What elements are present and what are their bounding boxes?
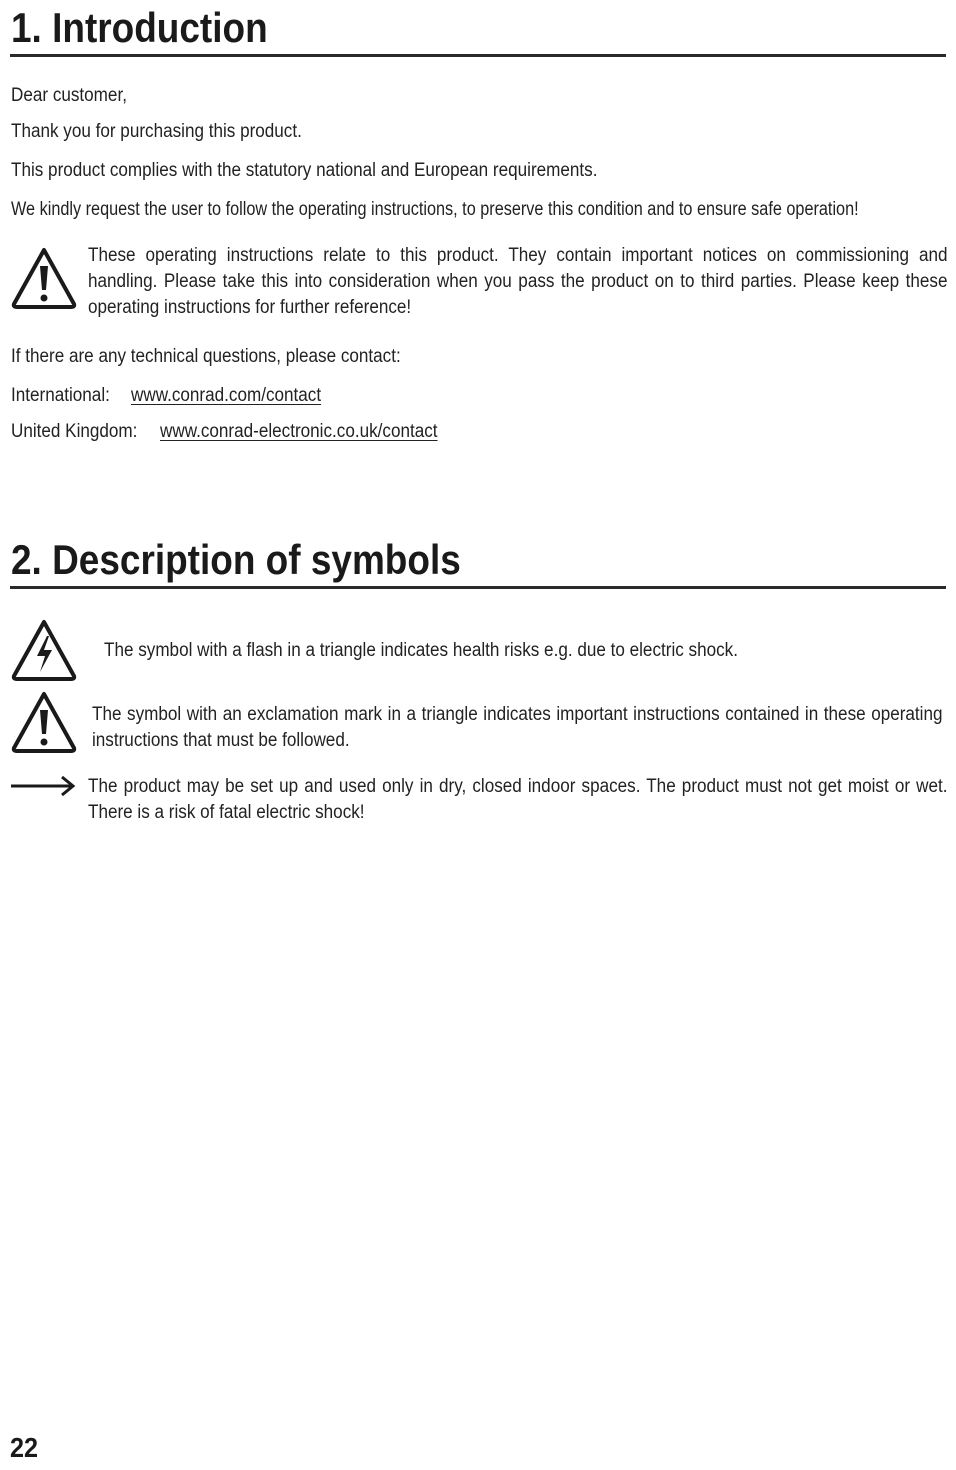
- contact-label: United Kingdom:: [11, 421, 138, 442]
- section-heading-introduction: 1. Introduction: [11, 4, 268, 51]
- greeting-text: Dear customer,: [11, 85, 127, 106]
- symbol-description: The symbol with a flash in a triangle indicates health risks e.g. due to electric shock.: [104, 640, 738, 661]
- arrow-right-icon: [10, 774, 76, 798]
- lightning-triangle-icon: [10, 618, 78, 682]
- heading-rule: [10, 54, 946, 57]
- symbol-description: The product may be set up and used only in dry, closed indoor spaces. The product must not get moist or wet. There is a risk of fatal electric shock!: [88, 776, 948, 823]
- notice-text: These operating instructions relate to this product. They contain important notices on commissioning and handling. Please take this into consideration when you pass the product on to third parties. Please keep these operating instructions for further reference!: [88, 245, 948, 318]
- heading-rule: [10, 586, 946, 589]
- exclamation-triangle-icon: [10, 690, 78, 754]
- symbol-description: The symbol with an exclamation mark in a triangle indicates important instructions contained in these operating instructions that must be followed.: [92, 704, 943, 751]
- thanks-text: Thank you for purchasing this product.: [11, 121, 302, 142]
- exclamation-triangle-icon: [10, 246, 78, 310]
- compliance-text: This product complies with the statutory national and European requirements.: [11, 160, 598, 181]
- request-text: We kindly request the user to follow the operating instructions, to preserve this condition and to ensure safe operation!: [11, 199, 859, 220]
- page-number: 22: [10, 1432, 39, 1463]
- contact-label: International:: [11, 385, 110, 406]
- section-heading-symbols: 2. Description of symbols: [11, 536, 461, 583]
- contact-link[interactable]: www.conrad-electronic.co.uk/contact: [160, 421, 438, 442]
- contact-intro-text: If there are any technical questions, please contact:: [11, 346, 401, 367]
- contact-link[interactable]: www.conrad.com/contact: [131, 385, 322, 406]
